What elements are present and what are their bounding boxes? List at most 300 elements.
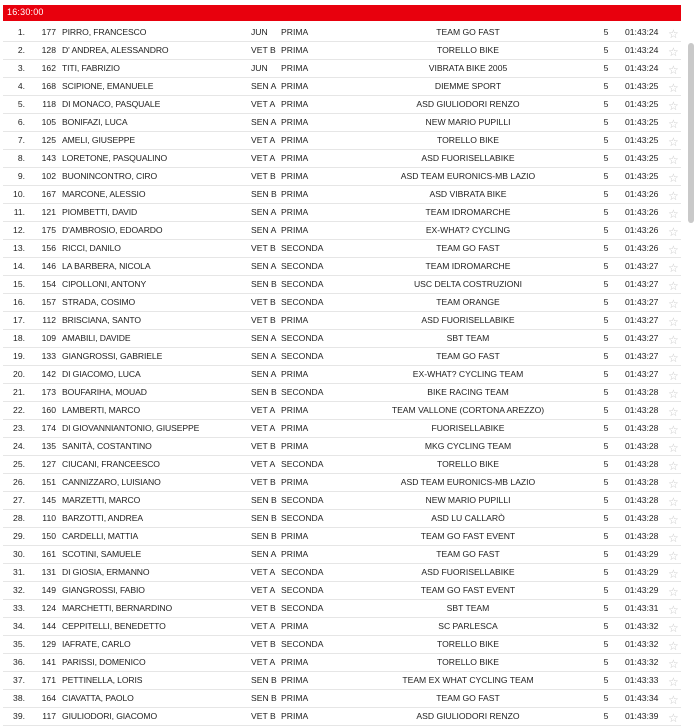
rider-name-cell: DI GIOSIA, ERMANNO bbox=[62, 567, 150, 577]
bib-number-cell: 150 bbox=[41, 531, 56, 541]
scrollbar[interactable] bbox=[688, 25, 694, 715]
category-cell: VET B bbox=[251, 441, 276, 451]
star-icon[interactable]: ☆ bbox=[668, 333, 679, 347]
position-cell: 16. bbox=[13, 297, 25, 307]
table-row[interactable] bbox=[3, 95, 681, 114]
bib-number-cell: 102 bbox=[41, 171, 56, 181]
star-icon[interactable]: ☆ bbox=[668, 297, 679, 311]
star-icon[interactable]: ☆ bbox=[668, 423, 679, 437]
position-cell: 24. bbox=[13, 441, 25, 451]
rider-name-cell: PETTINELLA, LORIS bbox=[62, 675, 143, 685]
star-icon[interactable]: ☆ bbox=[668, 621, 679, 635]
time-cell: 01:43:29 bbox=[625, 567, 659, 577]
team-cell: ASD VIBRATA BIKE bbox=[429, 189, 507, 199]
laps-cell: 5 bbox=[603, 639, 609, 649]
table-row[interactable] bbox=[3, 311, 681, 330]
laps-cell: 5 bbox=[603, 531, 609, 541]
category-cell: SEN B bbox=[251, 189, 277, 199]
star-icon[interactable]: ☆ bbox=[668, 585, 679, 599]
star-icon[interactable]: ☆ bbox=[668, 369, 679, 383]
position-cell: 10. bbox=[13, 189, 25, 199]
time-cell: 01:43:29 bbox=[625, 585, 659, 595]
table-row[interactable] bbox=[3, 599, 681, 618]
table-row[interactable] bbox=[3, 221, 681, 240]
class-cell: SECONDA bbox=[281, 279, 324, 289]
table-row[interactable] bbox=[3, 329, 681, 348]
laps-cell: 5 bbox=[603, 405, 609, 415]
team-cell: ASD LU CALLARÒ bbox=[431, 513, 505, 523]
table-row[interactable] bbox=[3, 707, 681, 726]
class-cell: SECONDA bbox=[281, 513, 324, 523]
time-cell: 01:43:25 bbox=[625, 135, 659, 145]
time-cell: 01:43:28 bbox=[625, 513, 659, 523]
bib-number-cell: 112 bbox=[42, 315, 56, 325]
position-cell: 33. bbox=[13, 603, 25, 613]
table-row[interactable] bbox=[3, 635, 681, 654]
position-cell: 26. bbox=[13, 477, 25, 487]
team-cell: TEAM IDROMARCHE bbox=[425, 261, 511, 271]
class-cell: SECONDA bbox=[281, 387, 324, 397]
bib-number-cell: 175 bbox=[41, 225, 56, 235]
position-cell: 37. bbox=[13, 675, 25, 685]
time-cell: 01:43:28 bbox=[625, 387, 659, 397]
bib-number-cell: 177 bbox=[41, 27, 56, 37]
rider-name-cell: CANNIZZARO, LUISIANO bbox=[62, 477, 161, 487]
team-cell: USC DELTA COSTRUZIONI bbox=[413, 279, 523, 289]
laps-cell: 5 bbox=[603, 549, 609, 559]
time-cell: 01:43:27 bbox=[625, 369, 659, 379]
position-cell: 17. bbox=[13, 315, 25, 325]
class-cell: PRIMA bbox=[281, 405, 309, 415]
bib-number-cell: 156 bbox=[41, 243, 56, 253]
bib-number-cell: 135 bbox=[41, 441, 56, 451]
bib-number-cell: 133 bbox=[41, 351, 56, 361]
rider-name-cell: D'AMBROSIO, EDOARDO bbox=[62, 225, 163, 235]
position-cell: 2. bbox=[17, 45, 25, 55]
class-cell: PRIMA bbox=[281, 693, 309, 703]
rider-name-cell: BONIFAZI, LUCA bbox=[62, 117, 128, 127]
rider-name-cell: DI GIACOMO, LUCA bbox=[62, 369, 141, 379]
bib-number-cell: 110 bbox=[42, 513, 56, 523]
bib-number-cell: 131 bbox=[41, 567, 56, 577]
team-cell: MKG CYCLING TEAM bbox=[424, 441, 512, 451]
team-cell: TORELLO BIKE bbox=[437, 459, 499, 469]
laps-cell: 5 bbox=[603, 225, 609, 235]
star-icon[interactable]: ☆ bbox=[668, 405, 679, 419]
bib-number-cell: 154 bbox=[41, 279, 56, 289]
start-time-header bbox=[3, 5, 681, 21]
position-cell: 35. bbox=[13, 639, 25, 649]
star-icon[interactable]: ☆ bbox=[668, 567, 679, 581]
class-cell: PRIMA bbox=[281, 423, 309, 433]
star-icon[interactable]: ☆ bbox=[668, 45, 679, 59]
rider-name-cell: CIAVATTA, PAOLO bbox=[62, 693, 134, 703]
bib-number-cell: 129 bbox=[41, 639, 56, 649]
table-row[interactable] bbox=[3, 563, 681, 582]
star-icon[interactable]: ☆ bbox=[668, 603, 679, 617]
class-cell: SECONDA bbox=[281, 261, 324, 271]
position-cell: 9. bbox=[17, 171, 25, 181]
star-icon[interactable]: ☆ bbox=[668, 477, 679, 491]
position-cell: 12. bbox=[13, 225, 25, 235]
category-cell: VET A bbox=[251, 153, 276, 163]
category-cell: SEN B bbox=[251, 675, 277, 685]
rider-name-cell: CEPPITELLI, BENEDETTO bbox=[62, 621, 166, 631]
time-cell: 01:43:24 bbox=[625, 63, 659, 73]
category-cell: JUN bbox=[251, 63, 268, 73]
star-icon[interactable]: ☆ bbox=[668, 81, 679, 95]
laps-cell: 5 bbox=[603, 495, 609, 505]
position-cell: 3. bbox=[17, 63, 25, 73]
class-cell: PRIMA bbox=[281, 549, 309, 559]
category-cell: SEN A bbox=[251, 369, 277, 379]
category-cell: SEN A bbox=[251, 117, 277, 127]
bib-number-cell: 157 bbox=[41, 297, 56, 307]
time-cell: 01:43:34 bbox=[625, 693, 659, 703]
star-icon[interactable]: ☆ bbox=[668, 261, 679, 275]
class-cell: PRIMA bbox=[281, 45, 309, 55]
laps-cell: 5 bbox=[603, 369, 609, 379]
team-cell: TEAM GO FAST EVENT bbox=[420, 585, 516, 595]
table-row[interactable] bbox=[3, 653, 681, 672]
category-cell: VET B bbox=[251, 315, 276, 325]
position-cell: 15. bbox=[13, 279, 25, 289]
rider-name-cell: RICCI, DANILO bbox=[62, 243, 121, 253]
laps-cell: 5 bbox=[603, 171, 609, 181]
star-icon[interactable]: ☆ bbox=[668, 495, 679, 509]
team-cell: TEAM ORANGE bbox=[436, 297, 500, 307]
position-cell: 18. bbox=[13, 333, 25, 343]
table-row[interactable] bbox=[3, 167, 681, 186]
class-cell: PRIMA bbox=[281, 207, 309, 217]
table-row[interactable] bbox=[3, 347, 681, 366]
team-cell: SC PARLESCA bbox=[438, 621, 498, 631]
class-cell: PRIMA bbox=[281, 117, 309, 127]
time-cell: 01:43:28 bbox=[625, 477, 659, 487]
table-row[interactable] bbox=[3, 527, 681, 546]
star-icon[interactable]: ☆ bbox=[668, 441, 679, 455]
laps-cell: 5 bbox=[603, 441, 609, 451]
category-cell: VET B bbox=[251, 171, 276, 181]
table-row[interactable] bbox=[3, 59, 681, 78]
table-row[interactable] bbox=[3, 419, 681, 438]
laps-cell: 5 bbox=[603, 693, 609, 703]
bib-number-cell: 162 bbox=[41, 63, 56, 73]
team-cell: TEAM GO FAST bbox=[436, 693, 500, 703]
star-icon[interactable]: ☆ bbox=[668, 171, 679, 185]
star-icon[interactable]: ☆ bbox=[668, 315, 679, 329]
star-icon[interactable]: ☆ bbox=[668, 657, 679, 671]
time-cell: 01:43:32 bbox=[625, 639, 659, 649]
rider-name-cell: TITI, FABRIZIO bbox=[62, 63, 120, 73]
star-icon[interactable]: ☆ bbox=[668, 531, 679, 545]
star-icon[interactable]: ☆ bbox=[668, 459, 679, 473]
table-row[interactable] bbox=[3, 275, 681, 294]
table-row[interactable] bbox=[3, 401, 681, 420]
star-icon[interactable]: ☆ bbox=[668, 27, 679, 41]
class-cell: PRIMA bbox=[281, 657, 309, 667]
scrollbar-thumb[interactable] bbox=[688, 43, 694, 223]
class-cell: PRIMA bbox=[281, 99, 309, 109]
category-cell: VET B bbox=[251, 639, 276, 649]
star-icon[interactable]: ☆ bbox=[668, 513, 679, 527]
table-row[interactable] bbox=[3, 383, 681, 402]
class-cell: PRIMA bbox=[281, 81, 309, 91]
position-cell: 1. bbox=[17, 27, 25, 37]
laps-cell: 5 bbox=[603, 603, 609, 613]
laps-cell: 5 bbox=[603, 189, 609, 199]
table-row[interactable] bbox=[3, 113, 681, 132]
position-cell: 30. bbox=[13, 549, 25, 559]
category-cell: SEN A bbox=[251, 549, 277, 559]
bib-number-cell: 127 bbox=[41, 459, 56, 469]
team-cell: TORELLO BIKE bbox=[437, 45, 499, 55]
time-cell: 01:43:28 bbox=[625, 423, 659, 433]
category-cell: SEN A bbox=[251, 81, 277, 91]
rider-name-cell: SCOTINI, SAMUELE bbox=[62, 549, 142, 559]
star-icon[interactable]: ☆ bbox=[668, 675, 679, 689]
bib-number-cell: 168 bbox=[41, 81, 56, 91]
bib-number-cell: 171 bbox=[41, 675, 56, 685]
category-cell: SEN B bbox=[251, 387, 277, 397]
position-cell: 5. bbox=[17, 99, 25, 109]
laps-cell: 5 bbox=[603, 513, 609, 523]
class-cell: SECONDA bbox=[281, 459, 324, 469]
category-cell: VET B bbox=[251, 711, 276, 721]
time-cell: 01:43:27 bbox=[625, 351, 659, 361]
star-icon[interactable]: ☆ bbox=[668, 117, 679, 131]
star-icon[interactable]: ☆ bbox=[668, 99, 679, 113]
team-cell: EX-WHAT? CYCLING TEAM bbox=[412, 369, 524, 379]
star-icon[interactable]: ☆ bbox=[668, 387, 679, 401]
category-cell: VET B bbox=[251, 45, 276, 55]
time-cell: 01:43:33 bbox=[625, 675, 659, 685]
team-cell: ASD TEAM EURONICS-MB LAZIO bbox=[400, 477, 536, 487]
position-cell: 14. bbox=[13, 261, 25, 271]
team-cell: FUORISELLABIKE bbox=[431, 423, 505, 433]
laps-cell: 5 bbox=[603, 81, 609, 91]
table-row[interactable] bbox=[3, 581, 681, 600]
table-row[interactable] bbox=[3, 491, 681, 510]
team-cell: VIBRATA BIKE 2005 bbox=[428, 63, 508, 73]
category-cell: SEN B bbox=[251, 531, 277, 541]
table-row[interactable] bbox=[3, 77, 681, 96]
class-cell: SECONDA bbox=[281, 333, 324, 343]
rider-name-cell: GIANGROSSI, GABRIELE bbox=[62, 351, 163, 361]
bib-number-cell: 124 bbox=[41, 603, 56, 613]
class-cell: PRIMA bbox=[281, 369, 309, 379]
table-row[interactable] bbox=[3, 437, 681, 456]
laps-cell: 5 bbox=[603, 117, 609, 127]
position-cell: 7. bbox=[17, 135, 25, 145]
bib-number-cell: 142 bbox=[41, 369, 56, 379]
table-row[interactable] bbox=[3, 671, 681, 690]
table-row[interactable] bbox=[3, 239, 681, 258]
class-cell: SECONDA bbox=[281, 495, 324, 505]
team-cell: ASD GIULIODORI RENZO bbox=[416, 711, 520, 721]
team-cell: ASD FUORISELLABIKE bbox=[421, 315, 515, 325]
star-icon[interactable]: ☆ bbox=[668, 693, 679, 707]
time-cell: 01:43:25 bbox=[625, 171, 659, 181]
time-cell: 01:43:29 bbox=[625, 549, 659, 559]
category-cell: SEN A bbox=[251, 261, 277, 271]
time-cell: 01:43:25 bbox=[625, 117, 659, 127]
time-cell: 01:43:26 bbox=[625, 207, 659, 217]
rider-name-cell: MARCHETTI, BERNARDINO bbox=[62, 603, 173, 613]
rider-name-cell: BUONINCONTRO, CIRO bbox=[62, 171, 158, 181]
star-icon[interactable]: ☆ bbox=[668, 63, 679, 77]
bib-number-cell: 173 bbox=[41, 387, 56, 397]
time-cell: 01:43:28 bbox=[625, 531, 659, 541]
table-row[interactable] bbox=[3, 41, 681, 60]
table-row[interactable] bbox=[3, 509, 681, 528]
bib-number-cell: 174 bbox=[41, 423, 56, 433]
team-cell: TEAM GO FAST bbox=[436, 549, 500, 559]
position-cell: 34. bbox=[13, 621, 25, 631]
table-row[interactable] bbox=[3, 617, 681, 636]
bib-number-cell: 141 bbox=[41, 657, 56, 667]
rider-name-cell: CIUCANI, FRANCEESCO bbox=[62, 459, 160, 469]
laps-cell: 5 bbox=[603, 279, 609, 289]
class-cell: PRIMA bbox=[281, 225, 309, 235]
class-cell: PRIMA bbox=[281, 153, 309, 163]
class-cell: SECONDA bbox=[281, 243, 324, 253]
team-cell: ASD FUORISELLABIKE bbox=[421, 153, 515, 163]
category-cell: VET B bbox=[251, 243, 276, 253]
class-cell: PRIMA bbox=[281, 135, 309, 145]
class-cell: PRIMA bbox=[281, 189, 309, 199]
class-cell: PRIMA bbox=[281, 27, 309, 37]
bib-number-cell: 145 bbox=[41, 495, 56, 505]
position-cell: 23. bbox=[13, 423, 25, 433]
category-cell: VET A bbox=[251, 621, 276, 631]
star-icon[interactable]: ☆ bbox=[668, 279, 679, 293]
rider-name-cell: AMABILI, DAVIDE bbox=[62, 333, 131, 343]
rider-name-cell: SCIPIONE, EMANUELE bbox=[62, 81, 154, 91]
bib-number-cell: 149 bbox=[41, 585, 56, 595]
star-icon[interactable]: ☆ bbox=[668, 153, 679, 167]
time-cell: 01:43:32 bbox=[625, 621, 659, 631]
class-cell: PRIMA bbox=[281, 621, 309, 631]
team-cell: NEW MARIO PUPILLI bbox=[425, 495, 511, 505]
star-icon[interactable]: ☆ bbox=[668, 711, 679, 725]
rider-name-cell: PIOMBETTI, DAVID bbox=[62, 207, 138, 217]
category-cell: JUN bbox=[251, 27, 268, 37]
table-row[interactable] bbox=[3, 545, 681, 564]
category-cell: SEN A bbox=[251, 207, 277, 217]
time-cell: 01:43:25 bbox=[625, 153, 659, 163]
rider-name-cell: IAFRATE, CARLO bbox=[62, 639, 131, 649]
laps-cell: 5 bbox=[603, 261, 609, 271]
star-icon[interactable]: ☆ bbox=[668, 135, 679, 149]
table-row[interactable] bbox=[3, 257, 681, 276]
category-cell: SEN B bbox=[251, 513, 277, 523]
star-icon[interactable]: ☆ bbox=[668, 351, 679, 365]
star-icon[interactable]: ☆ bbox=[668, 189, 679, 203]
star-icon[interactable]: ☆ bbox=[668, 639, 679, 653]
category-cell: SEN A bbox=[251, 225, 277, 235]
table-row[interactable] bbox=[3, 203, 681, 222]
laps-cell: 5 bbox=[603, 621, 609, 631]
laps-cell: 5 bbox=[603, 315, 609, 325]
table-row[interactable] bbox=[3, 689, 681, 708]
position-cell: 8. bbox=[17, 153, 25, 163]
time-cell: 01:43:27 bbox=[625, 333, 659, 343]
team-cell: ASD GIULIODORI RENZO bbox=[416, 99, 520, 109]
time-cell: 01:43:28 bbox=[625, 495, 659, 505]
class-cell: PRIMA bbox=[281, 531, 309, 541]
team-cell: TEAM GO FAST bbox=[436, 351, 500, 361]
table-row[interactable] bbox=[3, 149, 681, 168]
time-cell: 01:43:39 bbox=[625, 711, 659, 721]
table-row[interactable] bbox=[3, 23, 681, 42]
category-cell: VET A bbox=[251, 135, 276, 145]
team-cell: BIKE RACING TEAM bbox=[427, 387, 509, 397]
team-cell: TEAM IDROMARCHE bbox=[425, 207, 511, 217]
star-icon[interactable]: ☆ bbox=[668, 549, 679, 563]
class-cell: SECONDA bbox=[281, 639, 324, 649]
table-row[interactable] bbox=[3, 131, 681, 150]
table-row[interactable] bbox=[3, 185, 681, 204]
bib-number-cell: 167 bbox=[41, 189, 56, 199]
category-cell: VET A bbox=[251, 567, 276, 577]
team-cell: TEAM GO FAST bbox=[436, 243, 500, 253]
position-cell: 4. bbox=[17, 81, 25, 91]
laps-cell: 5 bbox=[603, 567, 609, 577]
team-cell: SBT TEAM bbox=[446, 603, 490, 613]
team-cell: TEAM GO FAST bbox=[436, 27, 500, 37]
time-cell: 01:43:27 bbox=[625, 261, 659, 271]
laps-cell: 5 bbox=[603, 387, 609, 397]
time-cell: 01:43:27 bbox=[625, 279, 659, 289]
star-icon[interactable]: ☆ bbox=[668, 207, 679, 221]
table-row[interactable] bbox=[3, 455, 681, 474]
table-row[interactable] bbox=[3, 473, 681, 492]
table-row[interactable] bbox=[3, 365, 681, 384]
class-cell: PRIMA bbox=[281, 171, 309, 181]
category-cell: VET A bbox=[251, 99, 276, 109]
class-cell: SECONDA bbox=[281, 603, 324, 613]
time-cell: 01:43:26 bbox=[625, 225, 659, 235]
bib-number-cell: 161 bbox=[41, 549, 56, 559]
team-cell: NEW MARIO PUPILLI bbox=[425, 117, 511, 127]
rider-name-cell: MARCONE, ALESSIO bbox=[62, 189, 146, 199]
rider-name-cell: STRADA, COSIMO bbox=[62, 297, 136, 307]
team-cell: ASD TEAM EURONICS-MB LAZIO bbox=[400, 171, 536, 181]
bib-number-cell: 105 bbox=[41, 117, 56, 127]
star-icon[interactable]: ☆ bbox=[668, 225, 679, 239]
position-cell: 6. bbox=[17, 117, 25, 127]
rider-name-cell: BARZOTTI, ANDREA bbox=[62, 513, 144, 523]
position-cell: 36. bbox=[13, 657, 25, 667]
rider-name-cell: SANITÀ, COSTANTINO bbox=[62, 441, 152, 451]
time-cell: 01:43:25 bbox=[625, 81, 659, 91]
time-cell: 01:43:26 bbox=[625, 243, 659, 253]
table-row[interactable] bbox=[3, 293, 681, 312]
category-cell: VET A bbox=[251, 405, 276, 415]
category-cell: VET A bbox=[251, 657, 276, 667]
rider-name-cell: GIULIODORI, GIACOMO bbox=[62, 711, 158, 721]
rider-name-cell: LAMBERTI, MARCO bbox=[62, 405, 141, 415]
category-cell: VET B bbox=[251, 603, 276, 613]
star-icon[interactable]: ☆ bbox=[668, 243, 679, 257]
category-cell: SEN B bbox=[251, 693, 277, 703]
laps-cell: 5 bbox=[603, 711, 609, 721]
bib-number-cell: 109 bbox=[41, 333, 56, 343]
position-cell: 20. bbox=[13, 369, 25, 379]
bib-number-cell: 144 bbox=[41, 621, 56, 631]
category-cell: VET B bbox=[251, 477, 276, 487]
